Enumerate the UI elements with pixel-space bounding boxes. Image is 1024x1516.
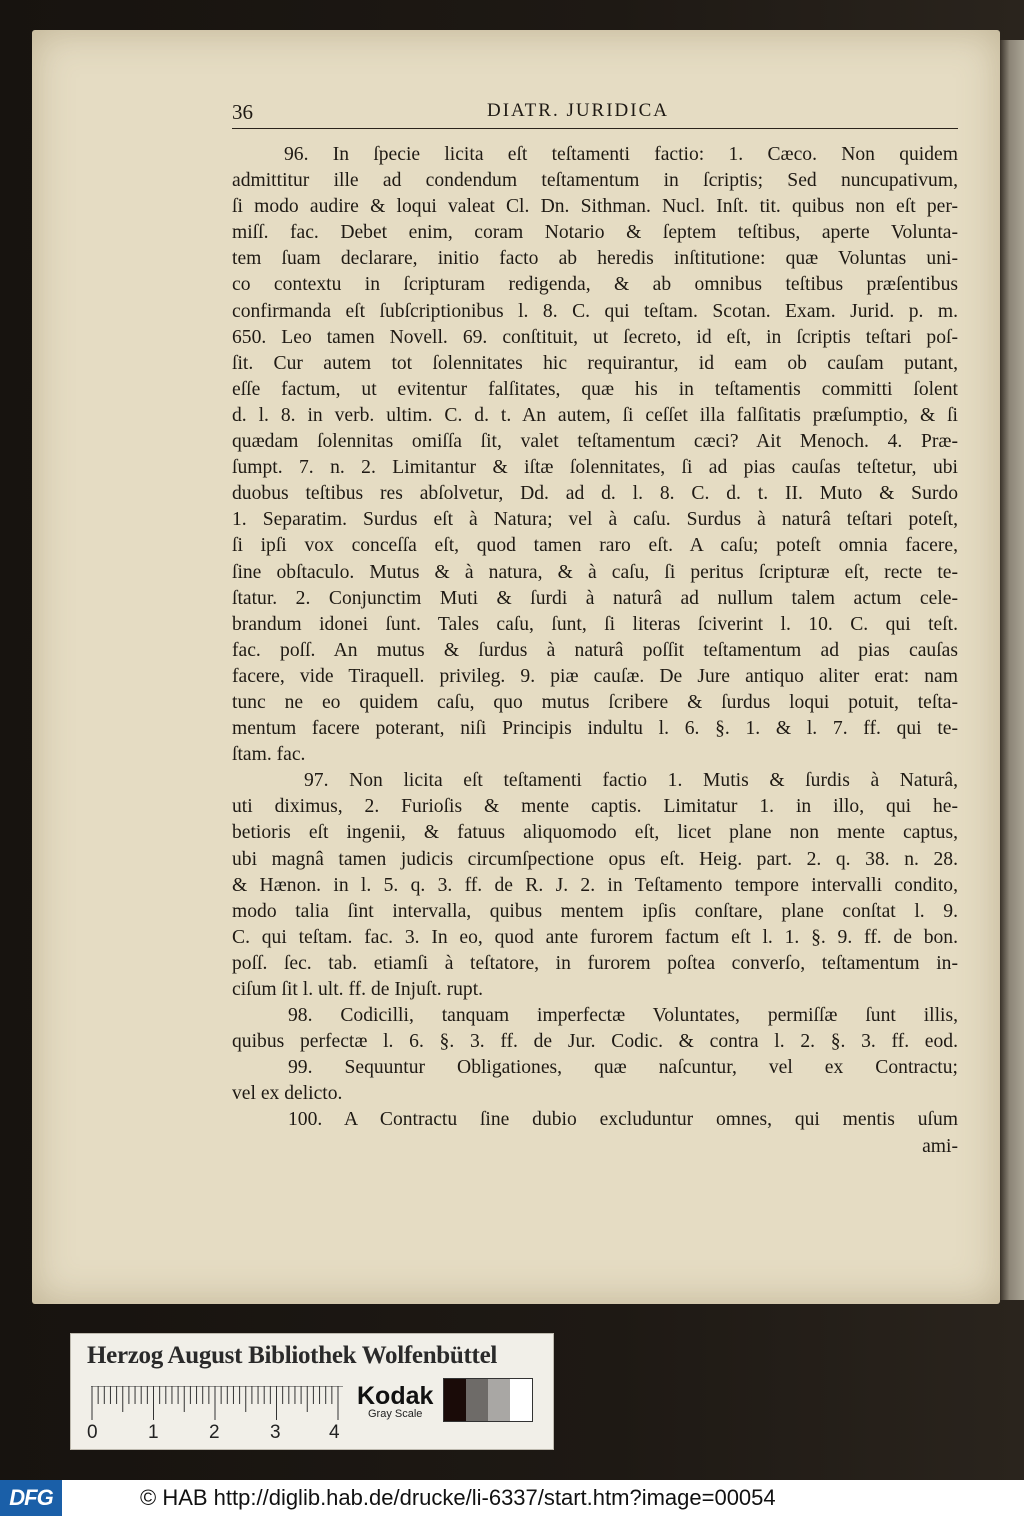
text-line: ciſum ſit l. ult. ff. de Injuſt. rupt. [232, 979, 484, 1000]
text-line: vel ex delicto. [232, 1083, 343, 1105]
gray-scale-label: Gray Scale [368, 1408, 423, 1420]
text-line: confirmanda eſt ſubſcriptionibus l. 8. C. qui teſtam. Scotan. Exam. Jurid. p. m. [232, 300, 958, 322]
text-line: duobus teſtibus res abſolvetur, Dd. ad d. l. 8. C. d. t. II. Muto & Surdo [232, 483, 958, 505]
text-line: ſtam. fac. [232, 744, 306, 766]
body-text [232, 142, 958, 1182]
catchword: ami- [922, 1135, 958, 1157]
text-line: C. qui teſtam. fac. 3. In eo, quod ante furorem factum eſt l. 1. §. 9. ff. de bon. [232, 926, 958, 948]
kodak-logo: Kodak [357, 1382, 434, 1410]
ruler-number: 3 [270, 1422, 281, 1443]
text-line: betioris eſt ingenii, & fatuus aliquomodo eſt, licet plane non mente captus, [232, 822, 958, 844]
text-line: & Hænon. in l. 5. q. 3. ff. de R. J. 2. in Teſtamento tempore intervalli condito, [232, 874, 958, 896]
text-line: ſumpt. 7. n. 2. Limitantur & iſtæ ſolennitates, ſi ad pias cauſas teſtetur, ubi [232, 457, 958, 479]
color-target-card [70, 1333, 554, 1450]
footer-bar [0, 1480, 1024, 1516]
text-line: 1. Separatim. Surdus eſt à Natura; vel à caſu. Surdus à naturâ teſtari poteſt, [232, 509, 958, 531]
text-line: poſſ. ſec. tab. etiamſi à teſtatore, in furorem poſtea converſo, teſtamentum in- [232, 952, 958, 974]
text-line: 97. Non licita eſt teſtamenti factio 1. Mutis & ſurdis à Naturâ, [304, 770, 958, 792]
text-line: ſi ipſi vox conceſſa eſt, quod tamen raro eſt. A caſu; poteſt omnia facere, [232, 535, 958, 557]
ruler-scale [91, 1386, 343, 1422]
text-line: admittitur ille ad condendum teſtamentum in ſcriptis; Sed nuncupativum, [232, 170, 958, 192]
adjacent-page-edge [1000, 40, 1024, 1300]
text-line: 99. Sequuntur Obligationes, quæ naſcuntur, vel ex Contractu; [288, 1057, 958, 1079]
running-head [232, 98, 958, 129]
text-line: co contextu in ſcripturam redigenda, & ab omnibus teſtibus præſentibus [232, 274, 958, 296]
text-line: brandum idonei ſunt. Tales caſu, ſunt, ſi literas ſciverint l. 10. C. qui teſt. [232, 613, 958, 635]
text-line: quædam ſolennitas omiſſa ſit, valet teſtamentum cæci? Ait Menoch. 4. Præ- [232, 431, 958, 453]
text-line: ſit. Cur autem tot ſolennitates hic requirantur, id eam ob cauſam putant, [232, 352, 958, 374]
ruler-number: 4 [329, 1422, 340, 1443]
running-head-title: DIATR. JURIDICA [487, 100, 669, 121]
text-line: mentum facere poterant, niſi Principis indultu l. 6. §. 1. & l. 7. ff. qui te- [232, 718, 958, 740]
page-number: 36 [232, 100, 253, 124]
text-line: tunc ne eo quidem caſu, quo mutus ſcribere & ſurdus loqui potuit, teſta- [232, 691, 958, 713]
gray-swatch [510, 1379, 532, 1421]
text-line: ſtatur. 2. Conjunctim Muti & ſurdi à naturâ ad nullum talem actum cele- [232, 587, 958, 609]
text-line: ſine obſtaculo. Mutus & à natura, & à caſu, ſi peritus ſcripturæ eſt, recte te- [232, 561, 958, 583]
gray-swatch [466, 1379, 488, 1421]
text-line: uti diximus, 2. Furioſis & mente captis. Limitatur 1. in illo, qui he- [232, 796, 958, 818]
text-line: d. l. 8. in verb. ultim. C. d. t. An autem, ſi ceſſet illa falſitatis præſumptio, & ſi [232, 404, 958, 426]
ruler-number: 2 [209, 1422, 220, 1443]
gray-swatch [488, 1379, 510, 1421]
text-line: tem ſuam declarare, initio facto ab heredis inſtitutione: quæ Voluntas uni- [232, 248, 958, 270]
text-line: 650. Leo tamen Novell. 69. conſtituit, ut ſecreto, id eſt, in ſcriptis teſtari poſ- [232, 326, 958, 348]
text-line: 100. A Contractu ſine dubio excluduntur omnes, qui mentis uſum [288, 1109, 958, 1131]
text-line: eſſe factum, ut evitentur falſitates, quæ his in teſtamentis committi ſolent [232, 378, 958, 400]
dfg-logo: DFG [0, 1480, 62, 1516]
text-line: quibus perfectæ l. 6. §. 3. ff. de Jur. Codic. & contra l. 2. §. 3. ff. eod. [232, 1031, 958, 1053]
text-line: 96. In ſpecie licita eſt teſtamenti factio: 1. Cæco. Non quidem [284, 144, 958, 165]
text-line: modo talia ſint intervalla, quibus mentem ipſis conſtare, plane conſtat l. 9. [232, 900, 958, 922]
copyright-link[interactable]: © HAB http://diglib.hab.de/drucke/li-6337/start.htm?image=00054 [140, 1485, 776, 1510]
text-line: ſi modo audire & loqui valeat Cl. Dn. Sithman. Nucl. Inſt. tit. quibus non eſt per- [232, 196, 958, 218]
text-line: fac. poſſ. An mutus & ſurdus à naturâ poſſit teſtamentum ad pias cauſas [232, 639, 958, 661]
text-line: miſſ. fac. Debet enim, coram Notario & ſeptem teſtibus, aperte Volunta- [232, 222, 958, 244]
text-line: ubi magnâ tamen judicis circumſpectione opus eſt. Heig. part. 2. q. 38. n. 28. [232, 848, 958, 870]
text-line: facere, vide Tiraquell. privileg. 9. piæ cauſæ. De Jure antiquo aliter erat: nam [232, 665, 958, 687]
ruler-number: 1 [148, 1422, 159, 1443]
gray-scale-swatches [443, 1378, 533, 1422]
ruler-number: 0 [87, 1422, 98, 1443]
text-line: 98. Codicilli, tanquam imperfectæ Voluntates, permiſſæ ſunt illis, [288, 1005, 958, 1027]
gray-swatch [444, 1379, 466, 1421]
library-name: Herzog August Bibliothek Wolfenbüttel [87, 1342, 498, 1369]
